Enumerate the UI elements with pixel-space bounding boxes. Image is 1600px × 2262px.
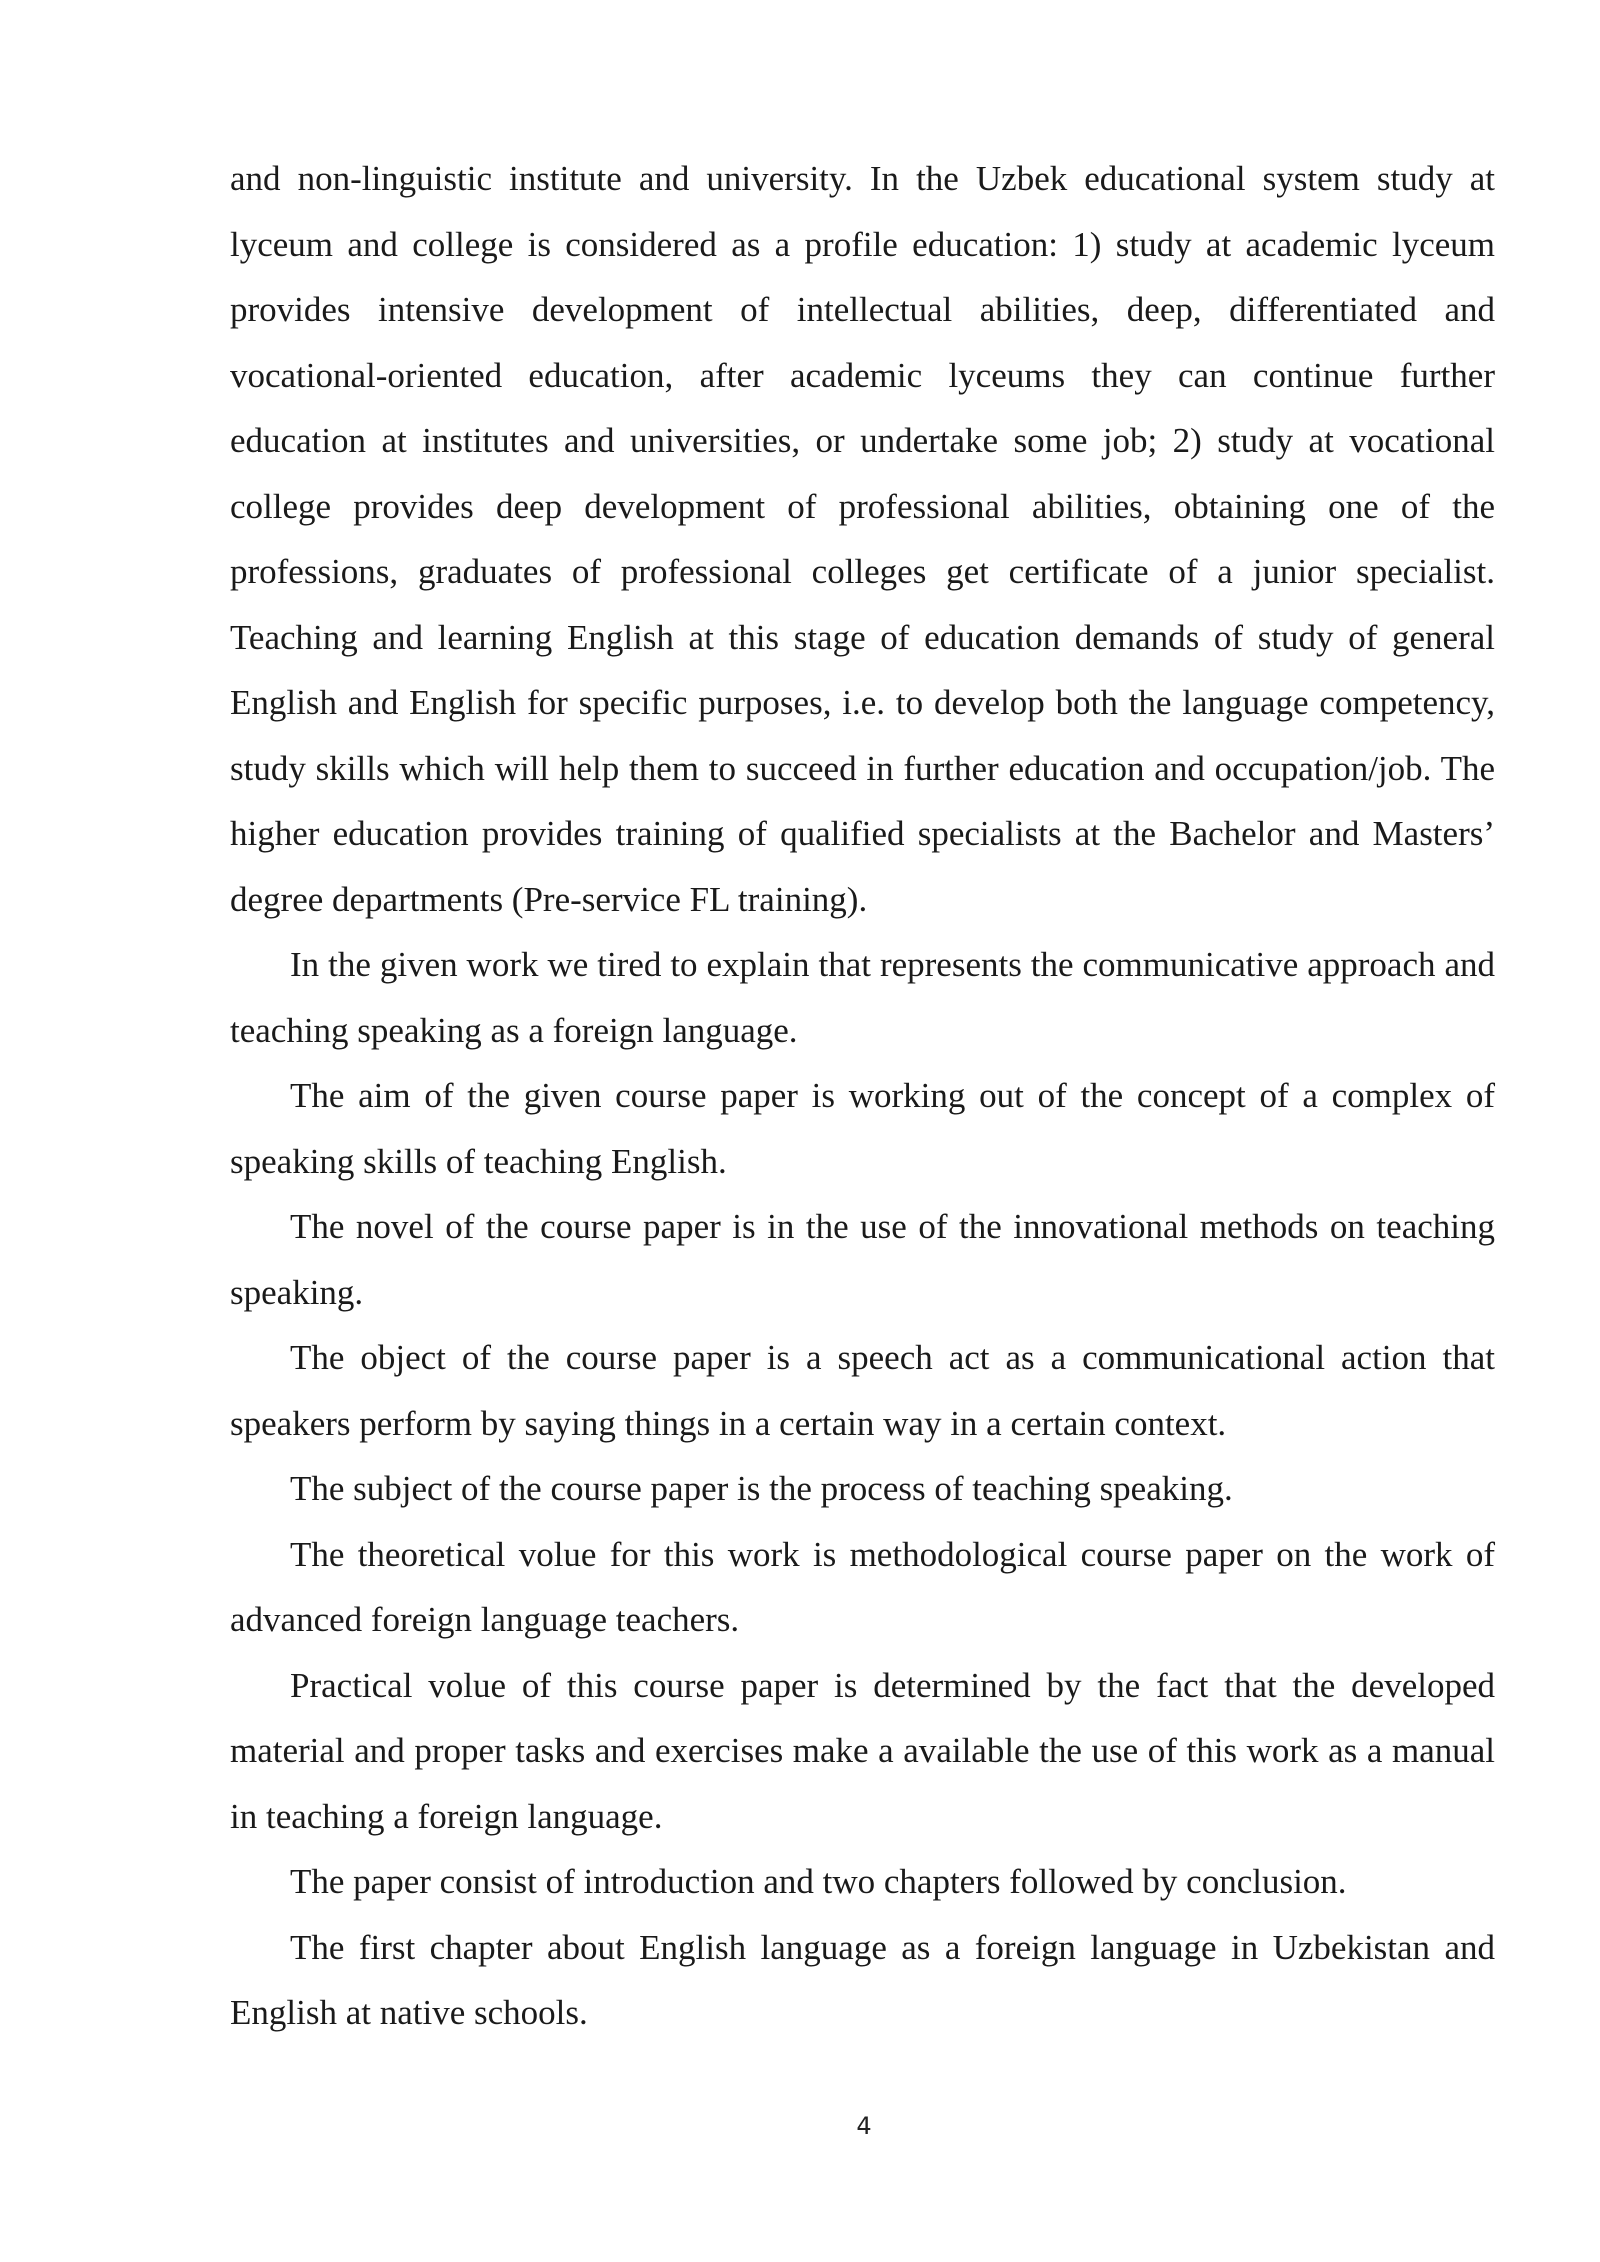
paragraph-subject: The subject of the course paper is the process of teaching speaking.: [290, 1469, 1233, 1508]
paragraph-aim: The aim of the given course paper is working out of the concept of a complex of speaking skills of teaching English.: [230, 1076, 1495, 1181]
paragraph-practical-value: Practical volue of this course paper is determined by the fact that the developed material and proper tasks and exercises make a available the use of this work as a manual in teaching a foreign language.: [230, 1665, 1495, 1836]
body-text: [230, 146, 1495, 2046]
paragraph-structure: The paper consist of introduction and two chapters followed by conclusion.: [290, 1862, 1347, 1901]
paragraph-first-chapter: The first chapter about English language as a foreign language in Uzbekistan and English at native schools.: [230, 1927, 1495, 2032]
paragraph-theoretical-value: The theoretical volue for this work is methodological course paper on the work of advanced foreign language teachers.: [230, 1534, 1495, 1639]
paragraph-education-system: and non-linguistic institute and university. In the Uzbek educational system study at lyceum and college is considered as a profile education: 1) study at academic lyceum provides intensive development of intellectual abilities, deep, differentiated and vocational-oriented education, after academic lyceums they can continue further education at institutes and universities, or undertake some job; 2) study at vocational college provides deep development of professional abilities, obtaining one of the professions, graduates of professional colleges get certificate of a junior specialist. Teaching and learning English at this stage of education demands of study of general English and English for specific purposes, i.e. to develop both the language competency, study skills which will help them to succeed in further education and occupation/job. The higher education provides training of qualified specialists at the Bachelor and Masters’ degree departments (Pre-service FL training).: [230, 159, 1495, 919]
paragraph-object: The object of the course paper is a speech act as a communicational action that speakers perform by saying things in a certain way in a certain context.: [230, 1338, 1495, 1443]
page-number: 4: [856, 2112, 872, 2140]
paragraph-novelty: The novel of the course paper is in the use of the innovational methods on teaching speaking.: [230, 1207, 1495, 1312]
paragraph-given-work: In the given work we tired to explain that represents the communicative approach and teaching speaking as a foreign language.: [230, 945, 1495, 1050]
